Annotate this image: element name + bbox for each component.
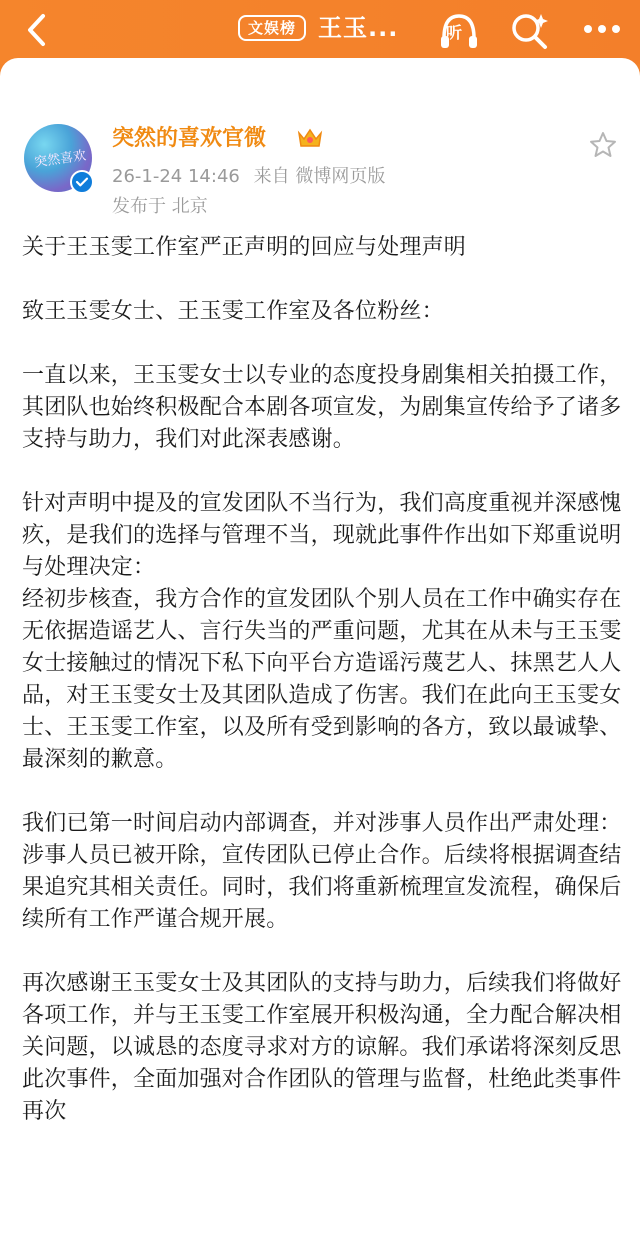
post-paragraph: 经初步核查，我方合作的宣发团队个别人员在工作中确实存在无依据造谣艺人、言行失当的严重问题，尤其在从未与王玉雯女士接触过的情况下私下向平台方造谣污蔑艺人、抹黑艺人人品，对王玉雯女士及其团队造成了伤害。我们在此向王玉雯女士、王玉雯工作室，以及所有受到影响的各方，致以最诚挚、最深刻的歉意。 xyxy=(22,587,622,772)
more-icon[interactable] xyxy=(580,14,624,44)
hot-list-tag-label: 文娱榜 xyxy=(248,19,297,37)
post-paragraph: 致王玉雯女士、王玉雯工作室及各位粉丝： xyxy=(22,299,444,324)
avatar-logo-text: 突然喜欢 xyxy=(33,148,88,171)
post-content xyxy=(22,232,622,1160)
listen-button[interactable] xyxy=(436,8,482,54)
listen-label: 听 xyxy=(446,23,463,42)
verified-badge-icon xyxy=(70,170,94,194)
post-paragraph: 我们已第一时间启动内部调查，并对涉事人员作出严肃处理：涉事人员已被开除，宣传团队已停止合作。后续将根据调查结果追究其相关责任。同时，我们将重新梳理宣发流程，确保后续所有工作严谨合规开展。 xyxy=(22,811,622,932)
post-meta xyxy=(112,164,393,190)
post-location: 发布于 北京 xyxy=(112,196,208,217)
hot-list-tag[interactable] xyxy=(238,15,306,41)
search-icon[interactable] xyxy=(508,10,550,52)
post-paragraph: 一直以来，王玉雯女士以专业的态度投身剧集相关拍摄工作，其团队也始终积极配合本剧各项宣发，为剧集宣传给予了诸多支持与助力，我们对此深表感谢。 xyxy=(22,363,622,452)
post-source: 来自 微博网页版 xyxy=(253,166,386,187)
post-timestamp: 26-1-24 14:46 xyxy=(112,166,240,187)
post-paragraph: 关于王玉雯工作室严正声明的回应与处理声明 xyxy=(22,235,467,260)
author-name[interactable]: 突然的喜欢官微 xyxy=(112,126,267,151)
post-card xyxy=(0,58,640,1258)
crown-badge-icon xyxy=(296,126,324,150)
post-paragraph: 再次感谢王玉雯女士及其团队的支持与助力，后续我们将做好各项工作，并与王玉雯工作室展开积极沟通，全力配合解决相关问题，以诚恳的态度寻求对方的谅解。我们承诺将深刻反思此次事件，全面加强对合作团队的管理与监督，杜绝此类事件再次 xyxy=(22,971,622,1124)
topic-title[interactable]: 王玉... xyxy=(318,14,399,42)
post-paragraph: 针对声明中提及的宣发团队不当行为，我们高度重视并深感愧疚，是我们的选择与管理不当，现就此事件作出如下郑重说明与处理决定： xyxy=(22,491,622,580)
back-arrow-icon[interactable] xyxy=(18,10,58,50)
favorite-star-icon[interactable] xyxy=(588,130,618,160)
top-bar xyxy=(0,0,640,64)
